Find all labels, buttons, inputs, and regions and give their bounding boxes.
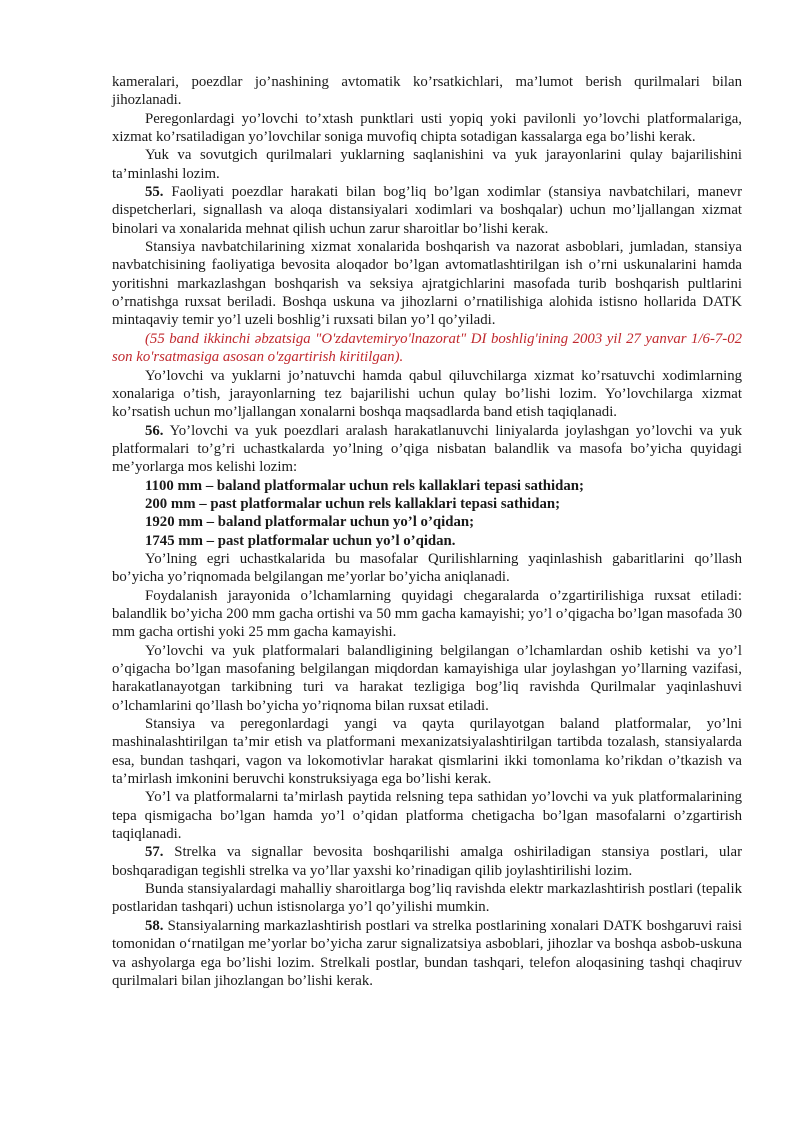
paragraph-text: Faoliyati poezdlar harakati bilan bog’liq bo’lgan xodimlar (stansiya navbatchilari, manevr dispetcherlari, signallash va aloqa distansiyalari xodimlari va boshqalar) uchun mo’ljallangan xizmat binolari va xonalarida mehnat qilish uchun zarur sharoitlar bo’lishi kerak. bbox=[112, 184, 743, 237]
paragraph-text: Yo’lovchi va yuk platformalari balandligining belgilangan o’lchamlardan oshib ketishi va yo’l o’qigacha bo’lgan masofaning belgilangan miqdordan kamayishiga ular joylashgan yo’llarning vazifasi, harakatlanayotgan tarkibning turi va harakat tezligiga bog’liq ravishda Qurilmalar yaqinlashuvi o’lchamlarini qo’llash bo’yicha yo’riqnoma bilan ruxsat etiladi. bbox=[112, 642, 742, 714]
document-page bbox=[112, 73, 742, 990]
paragraph-56 bbox=[112, 422, 742, 477]
paragraph-text: Foydalanish jarayonida o’lchamlarning quyidagi chegaralarda o’zgartirilishiga ruxsat etiladi: balandlik bo’yicha 200 mm gacha ortishi va 50 mm gacha kamayishi; yo’l o’qigacha bo’lgan masofada 30 mm gacha ortishi yoki 25 mm gacha kamayishi. bbox=[112, 587, 742, 641]
paragraph bbox=[112, 587, 742, 642]
paragraph-text: Yo’lovchi va yuklarni jo’natuvchi hamda qabul qiluvchilarga xizmat ko’rsatuvchi xodimlarning xonalariga o’tish, jarayonlarning tez bajarilishi uchun qulay bo’lishi lozim. Yo’lovchilarga xizmat ko’rsatish uchun mo’ljallangan xonalarni boshqa maqsadlarda band etish taqiqlanadi. bbox=[112, 367, 742, 421]
paragraph bbox=[112, 880, 742, 917]
clause-number: 58. bbox=[145, 917, 164, 934]
paragraph-text: Strelka va signallar bevosita boshqarilishi amalga oshiriladigan stansiya postlari, ular boshqaradigan tegishli strelka va yo’llar yaxshi ko’rinadigan qilib joylashtirilishi lozim. bbox=[112, 844, 742, 879]
paragraph-text: Yo’l va platformalarni ta’mirlash paytida relsning tepa sathidan yo’lovchi va yuk platformalarining tepa qismigacha bo’lgan hamda yo’l o’qidan platforma chetigacha bo’lgan masofalarni o’zgartirish taqiqlanadi. bbox=[112, 789, 742, 843]
paragraph bbox=[112, 550, 742, 587]
paragraph bbox=[112, 238, 742, 330]
paragraph-58 bbox=[112, 917, 742, 990]
measure-item: 1100 mm – baland platformalar uchun rels kallaklari tepasi sathidan; bbox=[145, 477, 584, 494]
paragraph-text: Yo’lning egri uchastkalarida bu masofalar Qurilishlarning yaqinlashish gabaritlarini qo’llash bo’yicha yo’riqnomada belgilangan me’yorlar bo’yicha aniqlanadi. bbox=[112, 550, 742, 586]
paragraph-text: kameralari, poezdlar jo’nashining avtomatik ko’rsatkichlari, ma’lumot berish qurilmalari bilan jihozlanadi. bbox=[112, 74, 742, 109]
paragraph bbox=[112, 367, 742, 422]
measure-item: 200 mm – past platformalar uchun rels kallaklari tepasi sathidan; bbox=[145, 495, 561, 512]
paragraph-text: Peregonlardagi yo’lovchi to’xtash punktlari usti yopiq yoki pavilonli yo’lovchi platformalariga, xizmat ko’rsatiladigan yo’lovchilar soniga muvofiq chipta sotadigan kassalarga ega bo’lishi kerak. bbox=[112, 110, 742, 146]
paragraph bbox=[112, 73, 742, 110]
paragraph-55 bbox=[112, 183, 742, 238]
paragraph-text: Yo’lovchi va yuk poezdlari aralash harakatlanuvchi liniyalarda joylashgan yo’lovchi va yuk platformalari to’g’ri uchastkalarda yo’lning o’qiga nisbatan balandlik va masofa bo’yicha quyidagi me’yorlarga mos kelishi lozim: bbox=[112, 422, 742, 476]
paragraph-text: Stansiyalarning markazlashtirish postlari va strelka postlarining xonalari DATK boshgaruvi raisi tomonidan o‘rnatilgan me’yorlar bo’yicha zarur signalizatsiya asboblari, jihozlar va boshqa asbob-uskuna va ashyolarga ega bo’lishi lozim. Strelkali postlar, bundan tashqari, telefon aloqasining tashqi chaqiruv qurilmalari bilan jihozlangan bo’lishi kerak. bbox=[112, 917, 742, 989]
paragraph bbox=[112, 146, 742, 183]
measure-item: 1920 mm – baland platformalar uchun yo’l o’qidan; bbox=[145, 514, 474, 531]
clause-number: 57. bbox=[145, 844, 164, 861]
paragraph bbox=[112, 110, 742, 147]
clause-number: 55. bbox=[145, 184, 164, 201]
paragraph-text: Stansiya va peregonlardagi yangi va qayta qurilayotgan baland platformalar, yo’lni mashinalashtirilgan ta’mir etish va platformani mexanizatsiyalashtirilgan tartibda tozalash, stansiyalarda esa, bundan tashqari, vagon va lokomotivlar harakat qismlarini ikki tomonlama ko’rikdan o’tkazish va ta’mirlash imkonini beruvchi konstruksiyaga ega bo’lishi kerak. bbox=[112, 716, 742, 788]
paragraph-57 bbox=[112, 843, 742, 880]
paragraph bbox=[112, 788, 742, 843]
paragraph bbox=[112, 642, 742, 715]
paragraph-text: Stansiya navbatchilarining xizmat xonalarida boshqarish va nazorat asboblari, jumladan, stansiya navbatchisining faoliyatiga bevosita aloqador bo’lgan avtomatlashtirilgan ish o’rni uskunalarini hamda yoritishni markazlashgan boshqarish va seksiya ajratgichlarini masofada turib boshqarish pultlarini o’rnatishga ruxsat beriladi. Boshqa uskuna va jihozlarni o’rnatilishiga alohida istisno hollarida DATK mintaqaviy temir yo’l uzeli boshlig’i ruxsati bilan yo’l qo’yiladi. bbox=[112, 239, 742, 329]
paragraph bbox=[112, 715, 742, 788]
paragraph-text: Bunda stansiyalardagi mahalliy sharoitlarga bog’liq ravishda elektr markazlashtirish postlari (tepalik postlaridan tashqari) uchun istisnolarga yo’l qo’yilishi mumkin. bbox=[112, 881, 742, 916]
clause-number: 56. bbox=[145, 422, 164, 439]
measure-item: 1745 mm – past platformalar uchun yo’l o’qidan. bbox=[145, 532, 456, 549]
paragraph-text: Yuk va sovutgich qurilmalari yuklarning saqlanishini va yuk jarayonlarini qulay bajarilishini ta’minlashi lozim. bbox=[112, 147, 742, 182]
amendment-note: (55 band ikkinchi əbzatsiga "O'zdavtemiryo'lnazorat" DI boshlig'ining 2003 yil 27 yanvar 1/6-7-02 son ko'rsatmasiga asosan o'zgartirish kiritilgan). bbox=[112, 330, 742, 366]
